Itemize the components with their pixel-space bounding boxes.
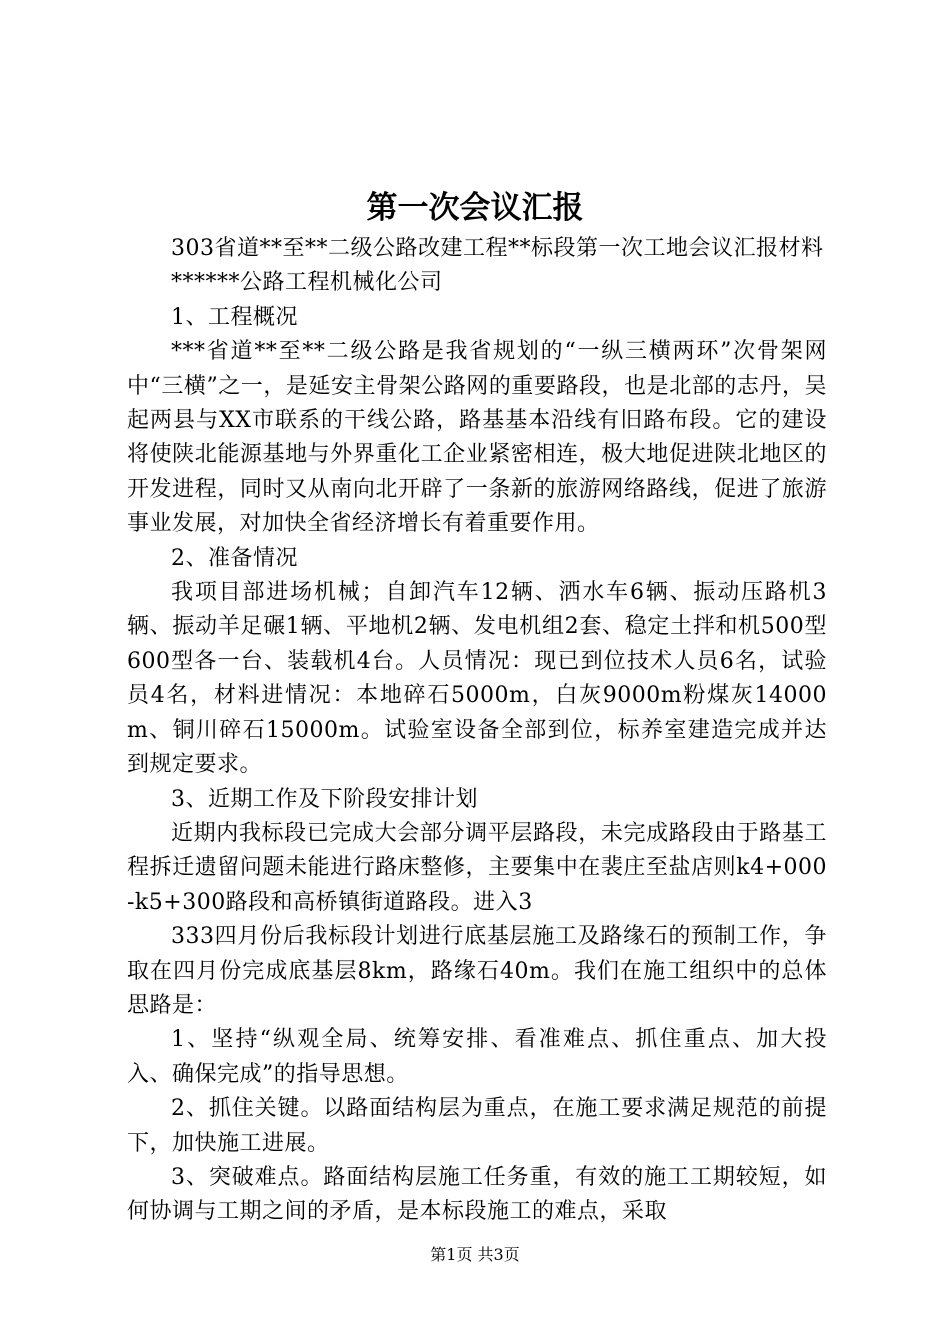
page-footer: 第1页 共3页: [430, 1245, 520, 1264]
document-body: [127, 232, 827, 1230]
section-heading-overview: 1、工程概况: [171, 304, 298, 330]
paragraph-overview: ***省道**至**二级公路是我省规划的“一纵三横两环”次骨架网中“三横”之一，是延安主骨架公路网的重要路段，也是北部的志丹，吴起两县与XX市联系的干线公路，路基基本沿线有旧路布段。它的建设将使陕北能源基地与外界重化工企业紧密相连，极大地促进陕北地区的开发进程，同时又从南向北开辟了一条新的旅游网络路线，促进了旅游事业发展，对加快全省经济增长有着重要作用。: [127, 339, 827, 537]
document-title: 第一次会议汇报: [366, 190, 584, 226]
paragraph-point-2: 2、抓住关键。以路面结构层为重点，在施工要求满足规范的前提下，加快施工进展。: [127, 1096, 827, 1156]
paragraph-recent-work: 近期内我标段已完成大会部分调平层路段，未完成路段由于路基工程拆迁遗留问题未能进行路床整修，主要集中在裴庄至盐店则k4+000-k5+300路段和高桥镇街道路段。进入3: [127, 820, 827, 915]
section-heading-plan: 3、近期工作及下阶段安排计划: [171, 786, 478, 812]
section-heading-preparation: 2、准备情况: [171, 545, 298, 571]
paragraph-company: ******公路工程机械化公司: [171, 270, 443, 296]
paragraph-point-1: 1、坚持“纵观全局、统筹安排、看准难点、抓住重点、加大投入、确保完成”的指导思想。: [127, 1027, 827, 1087]
paragraph-subtitle: 303省道**至**二级公路改建工程**标段第一次工地会议汇报材料: [171, 236, 824, 261]
paragraph-preparation: 我项目部进场机械；自卸汽车12辆、洒水车6辆、振动压路机3辆、振动羊足碾1辆、平地机2辆、发电机组2套、稳定土拌和机500型600型各一台、装载机4台。人员情况：现已到位技术人员6名，试验员4名，材料进情况：本地碎石5000m，白灰9000m粉煤灰14000m、铜川碎石15000m。试验室设备全部到位，标养室建造完成并达到规定要求。: [127, 580, 827, 778]
paragraph-point-3: 3、突破难点。路面结构层施工任务重，有效的施工工期较短，如何协调与工期之间的矛盾，是本标段施工的难点，采取: [127, 1164, 827, 1225]
paragraph-april-plan: 333四月份后我标段计划进行底基层施工及路缘石的预制工作，争取在四月份完成底基层8km，路缘石40m。我们在施工组织中的总体思路是：: [127, 924, 827, 1018]
